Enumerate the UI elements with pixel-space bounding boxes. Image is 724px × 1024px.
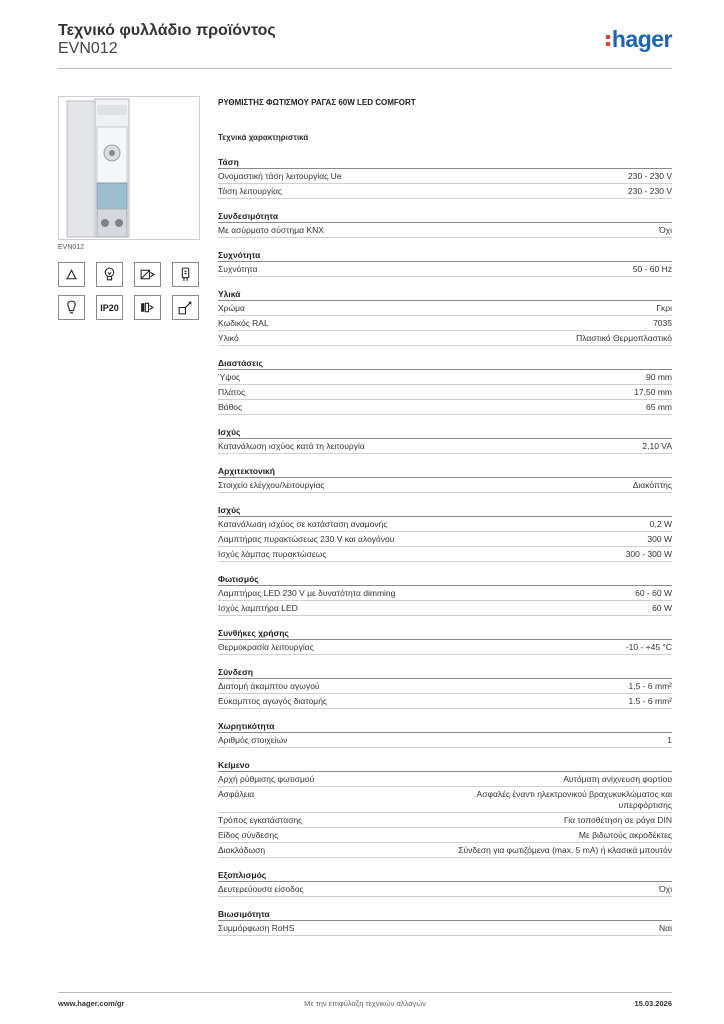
spec-row <box>218 843 672 858</box>
spec-value: -10 - +45 °C <box>625 642 672 652</box>
incandescent-bulb-icon <box>96 262 123 287</box>
spec-label: Λαμπτήρας LED 230 V με δυνατότητα dimming <box>218 588 396 598</box>
page-footer <box>58 999 672 1011</box>
spec-value: 60 - 60 W <box>635 588 672 598</box>
spec-value: 7035 <box>653 318 672 328</box>
spec-section <box>218 425 672 454</box>
spec-label: Εύκαμπτος αγωγός διατομής <box>218 696 328 706</box>
spec-row <box>218 601 672 616</box>
spec-label: Στοιχείο ελέγχου/λειτουργίας <box>218 480 325 490</box>
spec-section <box>218 572 672 616</box>
spec-value: 60 W <box>652 603 672 613</box>
spec-label: Πλάτος <box>218 387 246 397</box>
spec-row <box>218 169 672 184</box>
spec-section <box>218 356 672 415</box>
spec-value: 65 mm <box>646 402 672 412</box>
spec-section <box>218 287 672 346</box>
spec-label: Κωδικός RAL <box>218 318 269 328</box>
spec-label: Αρχή ρύθμισης φωτισμού <box>218 774 315 784</box>
spec-value: 300 - 300 W <box>625 549 672 559</box>
spec-row <box>218 301 672 316</box>
document-date: 15.03.2026 <box>634 999 672 1008</box>
spec-value: Ναι <box>659 923 672 933</box>
spec-section <box>218 719 672 748</box>
spec-row <box>218 547 672 562</box>
spec-row <box>218 640 672 655</box>
spec-row <box>218 478 672 493</box>
spec-row <box>218 813 672 828</box>
dimmer-symbol-icon <box>134 262 161 287</box>
spec-value: Για τοποθέτηση σε ράγα DIN <box>563 815 672 825</box>
spec-section <box>218 248 672 277</box>
led-bulb-icon <box>58 295 85 320</box>
spec-row <box>218 316 672 331</box>
spec-value: Αυτόματη ανίχνευση φορτίου <box>563 774 672 784</box>
spec-value: 230 - 230 V <box>628 186 672 196</box>
spec-label: Με ασύρματο σύστημα KNX <box>218 225 324 235</box>
spec-row <box>218 772 672 787</box>
logo-dots <box>606 35 610 46</box>
logo-text: hager <box>611 26 672 52</box>
spec-row <box>218 733 672 748</box>
spec-label: Υλικό <box>218 333 239 343</box>
spec-row <box>218 517 672 532</box>
spec-row <box>218 679 672 694</box>
spec-value: Διακόπτης <box>632 480 672 490</box>
product-image-caption: EVN012 <box>58 244 85 251</box>
section-heading: Βιωσιμότητα <box>218 907 672 921</box>
spec-value: 1 <box>667 735 672 745</box>
header-divider <box>58 68 672 69</box>
spec-label: Συχνότητα <box>218 264 258 274</box>
halogen-lamp-icon <box>172 262 199 287</box>
spec-label: Τρόπος εγκατάστασης <box>218 815 303 825</box>
spec-value: 90 mm <box>646 372 672 382</box>
spec-value: Σύνδεση για φωτιζόμενα (max. 5 mA) ή κλασικά μπουτόν <box>458 845 672 855</box>
spec-value: Όχι <box>659 884 672 894</box>
spec-label: Ονομαστική τάση λειτουργίας Ue <box>218 171 342 181</box>
spec-section <box>218 464 672 493</box>
ip-rating-icon: IP20 <box>96 295 123 320</box>
din-rail-dimmer-illustration <box>59 97 200 240</box>
push-button-control-icon <box>172 295 199 320</box>
section-heading: Ισχύς <box>218 425 672 439</box>
spec-label: Συμμόρφωση RoHS <box>218 923 295 933</box>
spec-value: Όχι <box>659 225 672 235</box>
feature-icon-grid <box>58 262 200 320</box>
spec-value: 230 - 230 V <box>628 171 672 181</box>
document-title: Τεχνικό φυλλάδιο προϊόντος <box>58 22 276 39</box>
spec-value: Πλαστικό Θερμοπλαστικό <box>576 333 672 343</box>
spec-row <box>218 694 672 709</box>
spec-label: Διακλάδωση <box>218 845 266 855</box>
spec-label: Χρώμα <box>218 303 245 313</box>
spec-value: 0,2 W <box>649 519 672 529</box>
spec-row <box>218 184 672 199</box>
spec-row <box>218 331 672 346</box>
spec-row <box>218 532 672 547</box>
section-heading: Χωρητικότητα <box>218 719 672 733</box>
spec-label: Τάση λειτουργίας <box>218 186 283 196</box>
spec-label: Ισχύς λάμπας πυρακτώσεως <box>218 549 327 559</box>
specification-panel <box>218 97 672 936</box>
spec-row <box>218 882 672 897</box>
technical-characteristics-heading: Τεχνικά χαρακτηριστικά <box>218 133 309 142</box>
product-name: ΡΥΘΜΙΣΤΗΣ ΦΩΤΙΣΜΟΥ ΡΑΓΑΣ 60W LED COMFORT <box>218 98 416 107</box>
spec-row <box>218 921 672 936</box>
spec-section <box>218 209 672 238</box>
section-heading: Διαστάσεις <box>218 356 672 370</box>
spec-row <box>218 262 672 277</box>
section-heading: Αρχιτεκτονική <box>218 464 672 478</box>
spec-value: 2,10 VA <box>642 441 672 451</box>
spec-label: Αριθμός στοιχείων <box>218 735 288 745</box>
spec-value: Γκρι <box>656 303 672 313</box>
section-heading: Συνδεσιμότητα <box>218 209 672 223</box>
spec-value: 50 - 60 Hz <box>632 264 672 274</box>
spec-label: Ύψος <box>218 372 241 382</box>
alarm-bell-icon <box>58 262 85 287</box>
spec-label: Βάθος <box>218 402 243 412</box>
spec-sections <box>218 155 672 936</box>
spec-section <box>218 868 672 897</box>
spec-row <box>218 439 672 454</box>
spec-label: Ισχύς λαμπτήρα LED <box>218 603 298 613</box>
section-heading: Ισχύς <box>218 503 672 517</box>
spec-row <box>218 787 672 813</box>
spec-value: 1.5 - 6 mm² <box>628 681 672 691</box>
spec-section <box>218 758 672 858</box>
spec-label: Δευτερεύουσα είσοδος <box>218 884 304 894</box>
section-heading: Κείμενο <box>218 758 672 772</box>
section-heading: Εξοπλισμός <box>218 868 672 882</box>
section-heading: Φωτισμός <box>218 572 672 586</box>
section-heading: Τάση <box>218 155 672 169</box>
section-heading: Συνθήκες χρήσης <box>218 626 672 640</box>
spec-value: 17,50 mm <box>634 387 672 397</box>
footer-note: Με την επιφύλαξη τεχνικών αλλαγών <box>304 999 426 1008</box>
footer-divider <box>58 992 672 993</box>
spec-label: Λαμπτήρας πυρακτώσεως 230 V και αλογόνου <box>218 534 395 544</box>
spec-label: Κατανάλωση ισχύος κατά τη λειτουργία <box>218 441 365 451</box>
website-link[interactable]: www.hager.com/gr <box>58 999 125 1008</box>
spec-section <box>218 503 672 562</box>
page-header <box>58 20 672 70</box>
spec-label: Διατομή άκαμπτου αγωγού <box>218 681 320 691</box>
electronic-transformer-icon <box>134 295 161 320</box>
spec-section <box>218 665 672 709</box>
spec-row <box>218 586 672 601</box>
spec-label: Ασφάλεια <box>218 789 255 799</box>
product-image <box>58 96 200 240</box>
section-heading: Συχνότητα <box>218 248 672 262</box>
section-heading: Υλικά <box>218 287 672 301</box>
spec-row <box>218 223 672 238</box>
spec-row <box>218 385 672 400</box>
product-code: EVN012 <box>58 40 118 57</box>
hager-logo <box>606 26 672 53</box>
spec-row <box>218 370 672 385</box>
section-heading: Σύνδεση <box>218 665 672 679</box>
spec-section <box>218 626 672 655</box>
spec-section <box>218 907 672 936</box>
spec-label: Θερμοκρασία λειτουργίας <box>218 642 314 652</box>
spec-value: Ασφαλές έναντι ηλεκτρονικού βραχυκυκλώματος και υπερφόρτισης <box>476 789 672 810</box>
spec-row <box>218 400 672 415</box>
spec-value: 300 W <box>647 534 672 544</box>
spec-section <box>218 155 672 199</box>
spec-label: Είδος σύνδεσης <box>218 830 279 840</box>
spec-value: 1.5 - 6 mm² <box>628 696 672 706</box>
spec-value: Με βιδωτούς ακροδέκτες <box>578 830 672 840</box>
spec-label: Κατανάλωση ισχύος σε κατάσταση αναμονής <box>218 519 388 529</box>
spec-row <box>218 828 672 843</box>
